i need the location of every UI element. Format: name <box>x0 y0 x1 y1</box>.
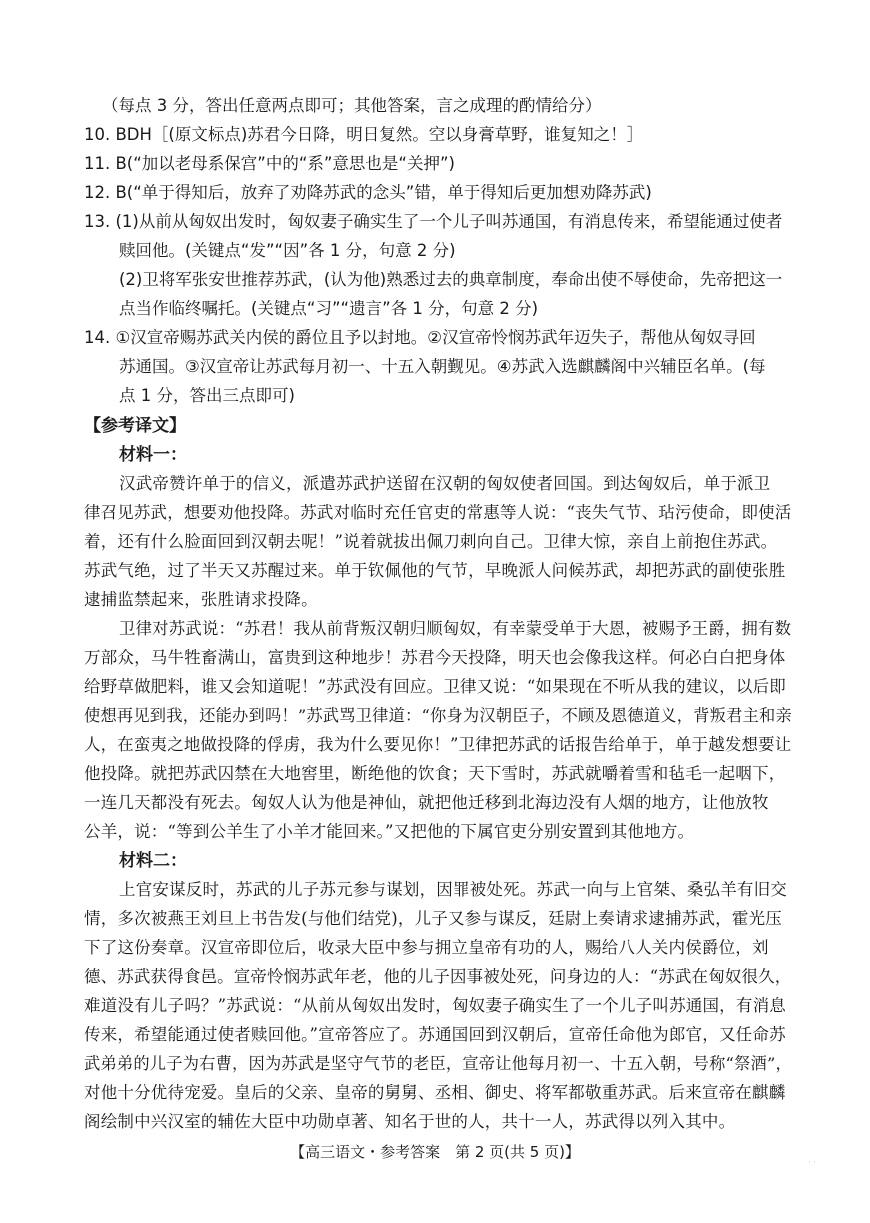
answer-14-line2: 苏通国。③汉宣帝让苏武每月初一、十五入朝觐见。④苏武入选麒麟阁中兴辅臣名单。(每 <box>119 357 766 376</box>
answer-13-part1-line2: 赎回他。(关键点“发”“因”各 1 分，句意 2 分) <box>119 241 456 260</box>
material-2-line: 下了这份奏章。汉宣帝即位后，收录大臣中参与拥立皇帝有功的人，赐给八人关内侯爵位，刘 <box>84 938 769 957</box>
material-2-line: 传来，希望能通过使者赎回他。”宣帝答应了。苏通国回到汉朝后，宣帝任命他为郎官，又任命苏 <box>84 1025 786 1044</box>
material-2-line: 情，多次被燕王刘旦上书告发(与他们结党)，儿子又参与谋反，廷尉上奏请求逮捕苏武，霍光压 <box>84 909 782 928</box>
answer-14-line3: 点 1 分，答出三点即可) <box>119 386 295 405</box>
footer-mark: · · <box>808 1158 816 1167</box>
answer-13-part2-line2: 点当作临终嘱托。(关键点“习”“遗言”各 1 分，句意 2 分) <box>119 299 539 318</box>
material-2-line: 武弟弟的儿子为右曹，因为苏武是坚守气节的老臣，宣帝让他每月初一、十五入朝，号称“祭酒”， <box>84 1054 792 1073</box>
reference-translation-heading: 【参考译文】 <box>84 416 186 436</box>
material-1-para2-line: 他投降。就把苏武囚禁在大地窖里，断绝他的饮食；天下雪时，苏武就嚼着雪和毡毛一起咽下， <box>84 764 786 783</box>
material-1-para2-line: 使想再见到我，还能办到吗！”苏武骂卫律道：“你身为汉朝臣子，不顾及恩德道义，背叛君主和亲 <box>84 706 792 725</box>
material-1-line: 逮捕监禁起来，张胜请求投降。 <box>84 590 318 609</box>
answer-11: 11. B(“加以老母系保宫”中的“系”意思也是“关押”) <box>84 154 455 173</box>
material-1-para2-line: 万部众，马牛牲畜满山，富贵到这种地步！苏君今天投降，明天也会像我这样。何必白白把身体 <box>84 648 786 667</box>
answer-13-part1-line1: 13. (1)从前从匈奴出发时，匈奴妻子确实生了一个儿子叫苏通国，有消息传来，希望能通过使者 <box>84 212 783 231</box>
material-2-line: 德、苏武获得食邑。宣帝怜悯苏武年老，他的儿子因事被处死，问身边的人：“苏武在匈奴很久， <box>84 967 792 986</box>
material-1-title: 材料一： <box>119 445 187 465</box>
material-1-para2-line: 一连几天都没有死去。匈奴人认为他是神仙，就把他迁移到北海边没有人烟的地方，让他放牧 <box>84 793 769 812</box>
material-1-para2-line: 给野草做肥料，谁又会知道呢！”苏武没有回应。卫律又说：“如果现在不听从我的建议，以后即 <box>84 677 786 696</box>
material-1-line: 律召见苏武，想要劝他投降。苏武对临时充任官吏的常惠等人说：“丧失气节、玷污使命，即使活 <box>84 503 792 522</box>
answer-10: 10. BDH［(原文标点)苏君今日降，明日复然。空以身膏草野，谁复知之！］ <box>84 125 644 144</box>
material-2-line: 上官安谋反时，苏武的儿子苏元参与谋划，因罪被处死。苏武一向与上官桀、桑弘羊有旧交 <box>119 880 787 899</box>
material-1-line: 汉武帝赞许单于的信义，派遣苏武护送留在汉朝的匈奴使者回国。到达匈奴后，单于派卫 <box>119 474 771 493</box>
material-1-line: 着，还有什么脸面回到汉朝去呢！”说着就拔出佩刀刺向自己。卫律大惊，亲自上前抱住苏武。 <box>84 532 778 551</box>
page-footer: 【高三语文・参考答案 第 2 页(共 5 页)】 <box>290 1143 580 1161</box>
material-1-para2-line: 人，在蛮夷之地做投降的俘虏，我为什么要见你！”卫律把苏武的话报告给单于，单于越发想要让 <box>84 735 792 754</box>
material-1-para2-line: 公羊，说：“等到公羊生了小羊才能回来。”又把他的下属官吏分别安置到其他地方。 <box>84 822 695 841</box>
material-1-line: 苏武气绝，过了半天又苏醒过来。单于钦佩他的气节，早晚派人问候苏武，却把苏武的副使张胜 <box>84 561 786 580</box>
answer-13-part2-line1: (2)卫将军张安世推荐苏武，(认为他)熟悉过去的典章制度，奉命出使不辱使命，先帝把这一 <box>119 270 783 289</box>
answer-12: 12. B(“单于得知后，放弃了劝降苏武的念头”错，单于得知后更加想劝降苏武) <box>84 183 652 202</box>
material-1-para2-line: 卫律对苏武说：“苏君！我从前背叛汉朝归顺匈奴，有幸蒙受单于大恩，被赐予王爵，拥有数 <box>119 619 792 638</box>
material-2-line: 阁绘制中兴汉室的辅佐大臣中功勋卓著、知名于世的人，共十一人，苏武得以列入其中。 <box>84 1112 736 1131</box>
answer-14-line1: 14. ①汉宣帝赐苏武关内侯的爵位且予以封地。②汉宣帝怜悯苏武年迈失子，帮他从匈奴寻回 <box>84 328 756 347</box>
q9-scoring-note: （每点 3 分，答出任意两点即可；其他答案，言之成理的酌情给分） <box>102 96 602 115</box>
material-2-line: 难道没有儿子吗？”苏武说：“从前从匈奴出发时，匈奴妻子确实生了一个儿子叫苏通国，有消息 <box>84 996 786 1015</box>
material-2-title: 材料二： <box>119 851 187 871</box>
material-2-line: 对他十分优待宠爱。皇后的父亲、皇帝的舅舅、丞相、御史、将军都敬重苏武。后来宣帝在麒麟 <box>84 1083 786 1102</box>
